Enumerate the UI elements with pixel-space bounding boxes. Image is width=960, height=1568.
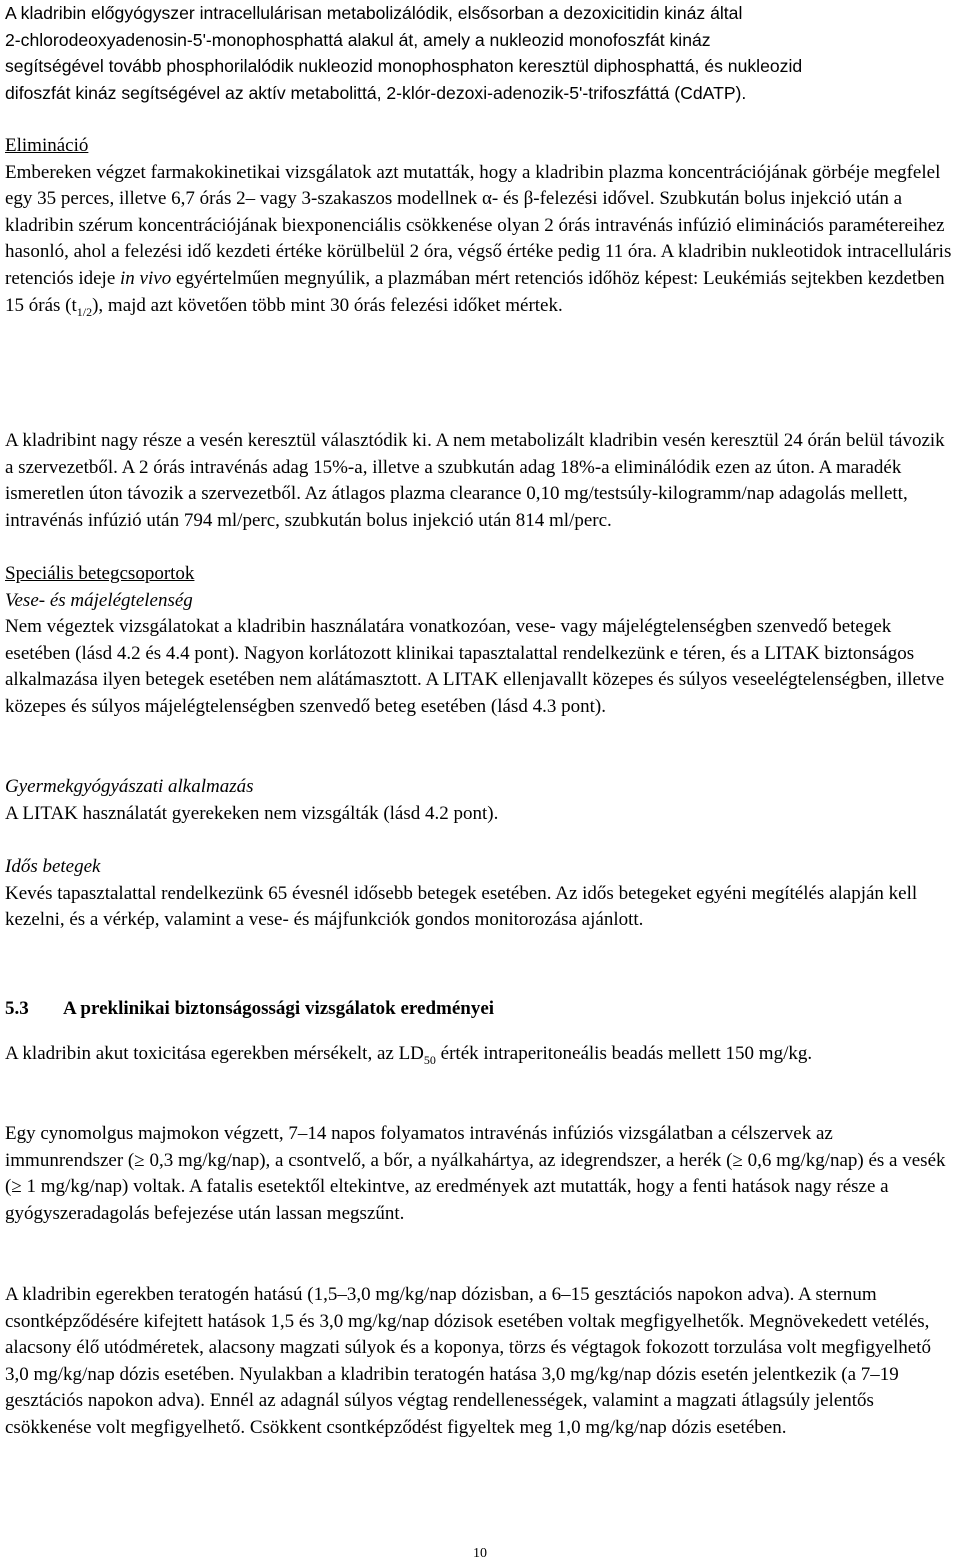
special-populations-section bbox=[5, 561, 955, 721]
teratogenicity-paragraph: A kladribin egerekben teratogén hatású (1,5–3,0 mg/kg/nap dózisban, a 6–15 gesztációs napokon adva). A sternum csontképződésére kifejtett hatások 1,5 és 3,0 mg/kg/nap dózisok esetében voltak megfigyelhetők. Megnövekedett vetélés, alacsony élő utódméretek, alacsony magzati súlyok és a koponya, törzs és végtagok fokozott torzulása volt megfigyelhető 3,0 mg/kg/nap dózis esetében. Nyulakban a kladribin teratogén hatása 3,0 mg/kg/nap dózis esetén jelentkezik (a 7–19 gesztációs napokon adva). Ennél az adagnál súlyos végtag rendellenességek, valamint a magzati átlagsúly jelentős csökkenése volt megfigyelhető. Csökkent csontképződést figyeltek meg 1,0 mg/kg/nap dózis esetében. bbox=[5, 1284, 931, 1438]
elimination-heading: Elimináció bbox=[5, 135, 89, 156]
elderly-section bbox=[5, 854, 955, 934]
page-number: 10 bbox=[473, 1546, 487, 1561]
intro-paragraph bbox=[5, 0, 955, 106]
renal-hepatic-paragraph: Nem végeztek vizsgálatokat a kladribin használatára vonatkozóan, vese- vagy májelégtelenségben szenvedő betegek esetében (lásd 4.2 és 4.4 pont). Nagyon korlátozott klinikai tapasztalattal rendelkezünk e téren, és a LITAK biztonságos alkalmazása ilyen betegek esetében nem alátámasztott. A LITAK ellenjavallt közepes és súlyos veseelégtelenségben, illetve közepes és súlyos májelégtelenségben szenvedő beteg esetében (lásd 4.3 pont). bbox=[5, 616, 945, 717]
intro-line: A kladribin előgyógyszer intracellulárisan metabolizálódik, elsősorban a dezoxicitidin kináz által bbox=[5, 3, 743, 23]
pediatric-paragraph: A LITAK használatát gyerekeken nem vizsgálták (lásd 4.2 pont). bbox=[5, 802, 499, 824]
teratogenicity-section bbox=[5, 1282, 955, 1442]
intro-line: 2-chlorodeoxyadenosin-5'-monophosphattá alakul át, amely a nukleozid monofoszfát kináz bbox=[5, 29, 711, 50]
elimination-section bbox=[5, 133, 955, 325]
intro-line: difoszfát kináz segítségével az aktív metabolittá, 2-klór-dezoxi-adenozik-5'-trifoszfáttá (CdATP). bbox=[5, 82, 747, 103]
renal-hepatic-heading: Vese- és májelégtelenség bbox=[5, 589, 193, 611]
section-number: 5.3 bbox=[5, 998, 29, 1019]
section-5-3-heading bbox=[5, 996, 955, 1022]
excretion-paragraph: A kladribint nagy része a vesén keresztül választódik ki. A nem metabolizált kladribin vesén keresztül 24 órán belül távozik a szervezetből. A 2 órás intravénás adag 15%-a, illetve a szubkután adag 18%-a eliminálódik ezen az úton. A maradék ismeretlen úton távozik a szervezetből. Az átlagos plazma clearance 0,10 mg/testsúly-kilogramm/nap adagolás mellett, intravénás infúzió után 794 ml/perc, szubkután bolus injekció után 814 ml/perc. bbox=[5, 430, 945, 531]
acute-toxicity-paragraph: A kladribin akut toxicitása egerekben mérsékelt, az $LD_{50}$ érték intraperitoneális beadás mellett 150 mg/kg. bbox=[5, 1043, 813, 1067]
elimination-paragraph: Embereken végzet farmakokinetikai vizsgálatok azt mutatták, hogy a kladribin plazma koncentrációjának görbéje megfelel egy 35 perces, illetve 6,7 órás 2– vagy 3-szakaszos modellnek α- és β-felezési idővel. Szubkután bolus injekció után a kladribin szérum koncentrációjának biexponenciális csökkenése olyan 2 órás intravénás infúzió eliminációs paramétereihez hasonló, ahol a felezési idő kezdeti értéke körülbelül 2 óra, végső értéke pedig 11 óra. A kladribin nukleotidok intracelluláris retenciós ideje in vivo egyértelműen megnyúlik, a plazmában mért retenciós időhöz képest: Leukémiás sejtekben kezdetben 15 órás $(t_{1/2})$, majd azt követően több mint 30 órás felezési időket mértek. bbox=[5, 161, 952, 319]
elderly-paragraph: Kevés tapasztalattal rendelkezünk 65 évesnél idősebb betegek esetében. Az idős betegeket egyéni megítélés alapján kell kezelni, és a vérkép, valamint a vese- és májfunkciók gondos monitorozása ajánlott. bbox=[5, 882, 918, 931]
pediatric-section bbox=[5, 774, 955, 827]
pediatric-heading: Gyermekgyógyászati alkalmazás bbox=[5, 776, 254, 797]
monkey-study-section bbox=[5, 1121, 955, 1227]
excretion-section bbox=[5, 428, 955, 534]
section-title: A preklinikai biztonságossági vizsgálatok eredményei bbox=[63, 998, 495, 1019]
intro-line: segítségével tovább phosphorilalódik nukleozid monophosphaton keresztül diphosphattá, és nukleozid bbox=[5, 56, 803, 77]
elderly-heading: Idős betegek bbox=[5, 856, 101, 877]
acute-toxicity-section bbox=[5, 1041, 955, 1073]
special-heading: Speciális betegcsoportok bbox=[5, 563, 195, 584]
monkey-study-paragraph: Egy cynomolgus majmokon végzett, 7–14 napos folyamatos intravénás infúziós vizsgálatban a célszervek az immunrendszer (≥ 0,3 mg/kg/nap), a csontvelő, a bőr, a nyálkahártya, az idegrendszer, a herék (≥ 0,6 mg/kg/nap) és a vesék (≥ 1 mg/kg/nap) voltak. A fatalis esetektől eltekintve, az eredmények azt mutatták, hogy a fenti hatások nagy része a gyógyszeradagolás befejezése után lassan megszűnt. bbox=[5, 1123, 946, 1224]
